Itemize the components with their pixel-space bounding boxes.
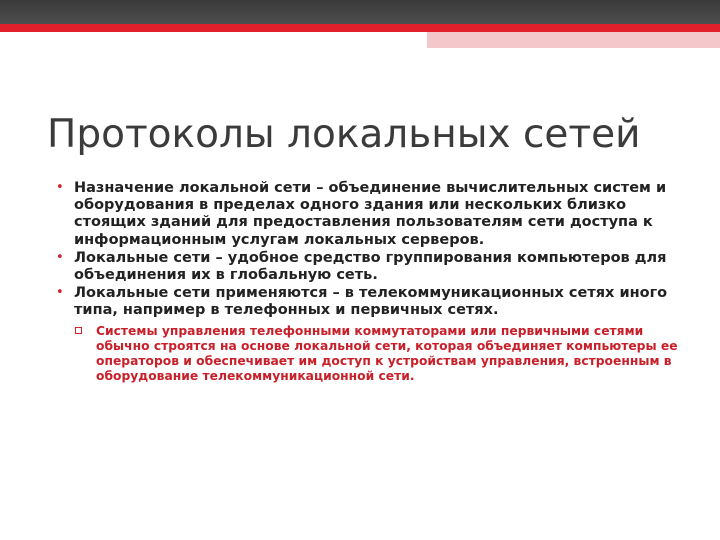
bullet-text: Локальные сети – удобное средство группирования компьютеров для объединения их в глобальную сеть. (74, 249, 667, 284)
slide-content (50, 180, 680, 384)
header-pink-stripe (427, 32, 720, 48)
bullet-item (50, 250, 680, 284)
header-red-stripe (0, 24, 720, 32)
square-bullet-icon (75, 327, 82, 334)
bullet-text: Локальные сети применяются – в телекоммуникационных сетях иного типа, например в телефонных и первичных сетях. (74, 285, 668, 319)
bullet-dot-icon: • (56, 249, 64, 265)
bullet-dot-icon: • (56, 180, 64, 195)
slide-title: Протоколы локальных сетей (47, 112, 641, 157)
sub-bullet-item (75, 324, 680, 385)
bullet-item (50, 180, 680, 249)
bullet-dot-icon: • (56, 285, 64, 301)
bullet-item (50, 285, 680, 319)
sub-bullet-text: Системы управления телефонными коммутаторами или первичными сетями обычно строятся на основе локальной сети, которая объединяет компьютеры ее операторов и обеспечивает им доступ к устройствам управления, встроенным в оборудование телекоммуникационной сети. (96, 323, 678, 384)
bullet-text: Назначение локальной сети – объединение вычислительных систем и оборудования в пределах одного здания или нескольких близко стоящих зданий для предоставления пользователям сети доступа к информационным услугам локальных серверов. (74, 180, 667, 248)
header-dark-bar (0, 0, 720, 24)
